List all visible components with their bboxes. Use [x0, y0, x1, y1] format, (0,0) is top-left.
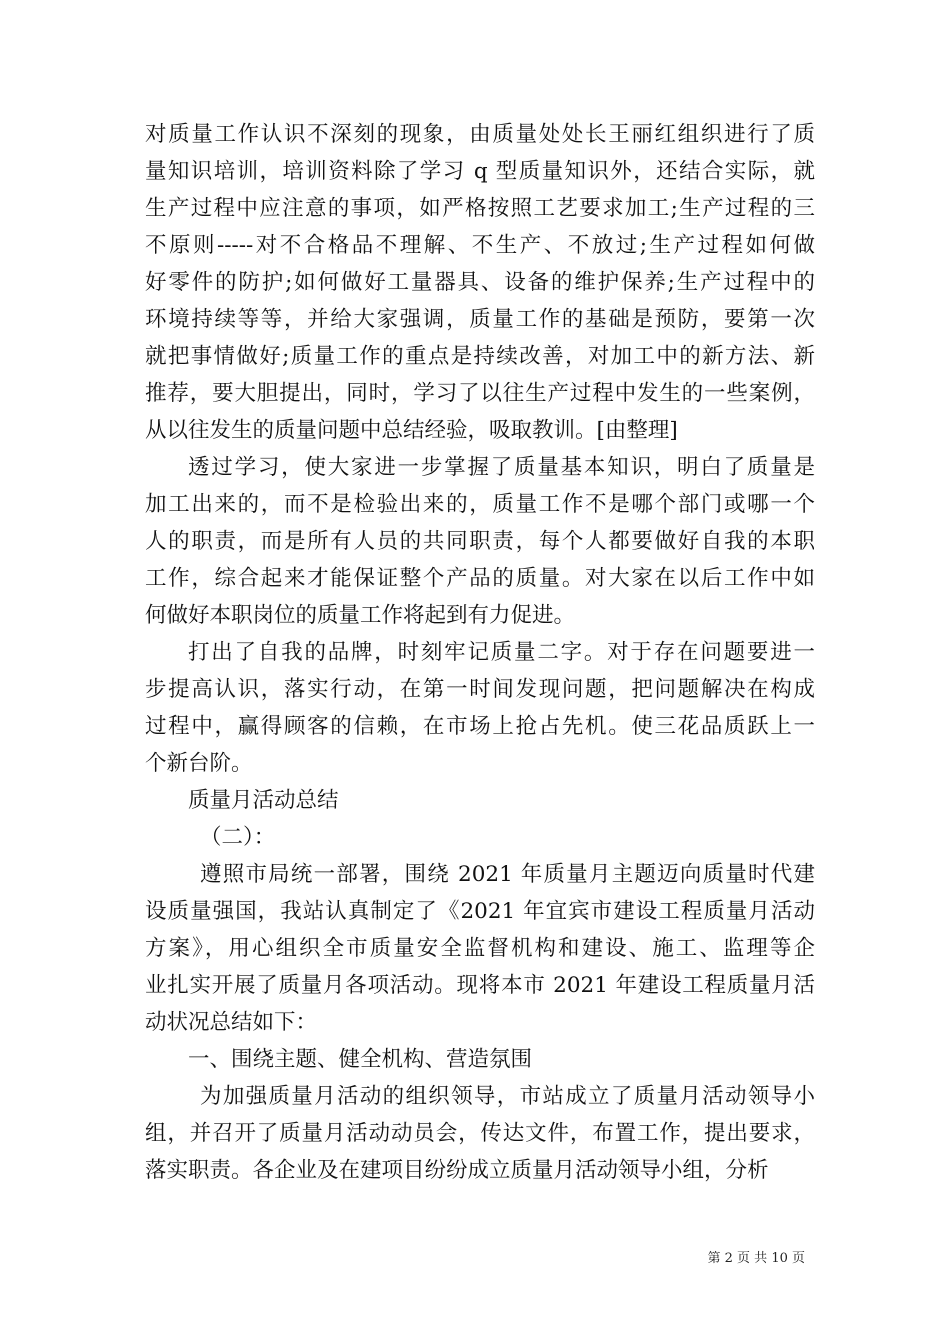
page-footer	[0, 1247, 950, 1266]
text-line: 透过学习，使大家进一步掌握了质量基本知识，明白了质量是	[188, 455, 815, 480]
text-line: 为加强质量月活动的组织领导，市站成立了质量月活动领导小	[200, 1084, 815, 1109]
page-number: 第 2 页 共 10 页	[707, 1251, 805, 1266]
text-line: 落实职责。各企业及在建项目纷纷成立质量月活动领导小组，分析	[145, 1158, 769, 1183]
text-line: 个新台阶。	[145, 751, 253, 776]
paragraph	[145, 1078, 815, 1189]
document-body	[145, 116, 815, 1189]
text-line: 加工出来的，而不是检验出来的，质量工作不是哪个部门或哪一个	[145, 492, 815, 517]
text-line: 人的职责，而是所有人员的共同职责，每个人都要做好自我的本职	[145, 529, 815, 554]
text-line: 质量月活动总结	[188, 788, 339, 813]
text-line: 对质量工作认识不深刻的现象，由质量处处长王丽红组织进行了质	[145, 122, 815, 147]
text-line: 工作，综合起来才能保证整个产品的质量。对大家在以后工作中如	[145, 566, 815, 591]
text-line: 推荐，要大胆提出，同时，学习了以往生产过程中发生的一些案例，	[145, 381, 815, 406]
text-line: 业扎实开展了质量月各项活动。现将本市 2021 年建设工程质量月活	[145, 973, 815, 998]
text-line: 环境持续等等，并给大家强调，质量工作的基础是预防，要第一次	[145, 307, 815, 332]
text-line: 设质量强国，我站认真制定了《2021 年宜宾市建设工程质量月活动	[145, 899, 815, 924]
paragraph	[145, 819, 815, 856]
paragraph	[145, 1041, 815, 1078]
text-line: 量知识培训，培训资料除了学习 q 型质量知识外，还结合实际，就	[145, 159, 815, 184]
paragraph	[145, 856, 815, 1041]
paragraph	[145, 449, 815, 634]
text-line: 何做好本职岗位的质量工作将起到有力促进。	[145, 603, 576, 628]
paragraph	[145, 116, 815, 449]
text-line: 组，并召开了质量月活动动员会，传达文件，布置工作，提出要求，	[145, 1121, 815, 1146]
text-line: 遵照市局统一部署，围绕 2021 年质量月主题迈向质量时代建	[200, 862, 815, 887]
text-line: 生产过程中应注意的事项，如严格按照工艺要求加工;生产过程的三	[145, 196, 815, 221]
text-line: 方案》，用心组织全市质量安全监督机构和建设、施工、监理等企	[145, 936, 815, 961]
text-line: 好零件的防护;如何做好工量器具、设备的维护保养;生产过程中的	[145, 270, 815, 295]
text-line: 一、围绕主题、健全机构、营造氛围	[188, 1047, 533, 1072]
text-line: 步提高认识，落实行动，在第一时间发现问题，把问题解决在构成	[145, 677, 815, 702]
text-line: 不原则-----对不合格品不理解、不生产、不放过;生产过程如何做	[145, 233, 815, 258]
text-line: 从以往发生的质量问题中总结经验，吸取教训。[由整理]	[145, 418, 678, 443]
paragraph	[145, 634, 815, 782]
text-line: 动状况总结如下：	[145, 1010, 318, 1035]
text-line: 就把事情做好;质量工作的重点是持续改善，对加工中的新方法、新	[145, 344, 815, 369]
text-line: （二）：	[200, 825, 276, 850]
text-line: 过程中，赢得顾客的信赖，在市场上抢占先机。使三花品质跃上一	[145, 714, 815, 739]
paragraph	[145, 782, 815, 819]
text-line: 打出了自我的品牌，时刻牢记质量二字。对于存在问题要进一	[188, 640, 815, 665]
